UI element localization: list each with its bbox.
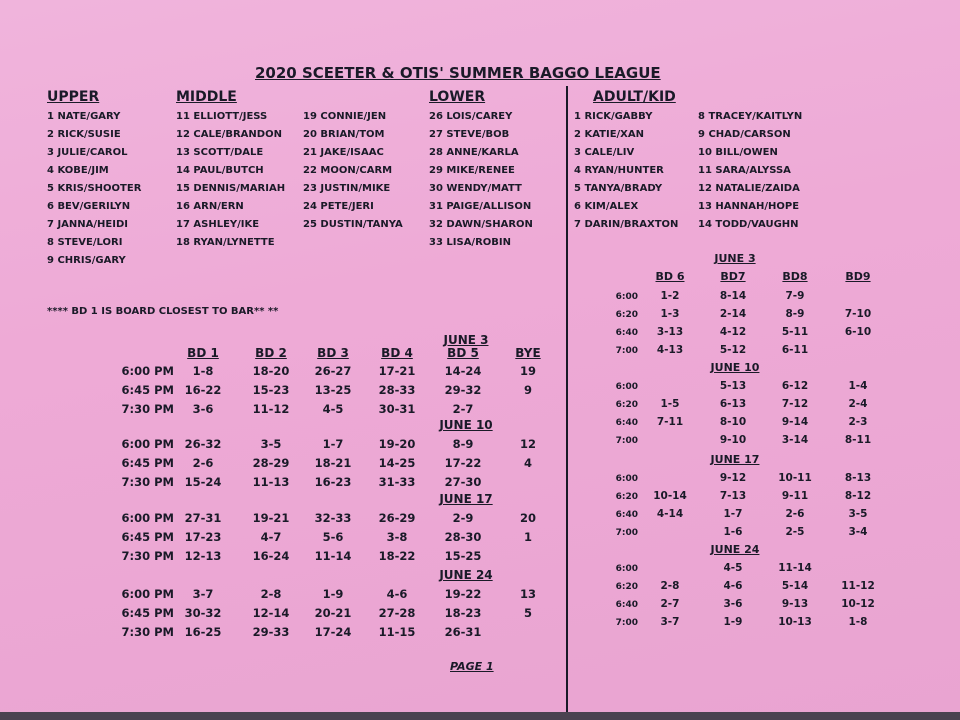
kid-match-cell: 1-8	[848, 616, 868, 628]
match-cell: 17-21	[378, 364, 416, 378]
team-entry: 30 WENDY/MATT	[429, 183, 522, 194]
board-header: BYE	[515, 346, 541, 360]
match-cell: 19-20	[378, 437, 416, 451]
team-entry: 14 TODD/VAUGHN	[698, 219, 799, 230]
table-edge	[0, 712, 960, 720]
match-cell: 1-7	[322, 437, 344, 451]
kid-match-cell: 8-11	[844, 434, 872, 446]
match-cell: 15-24	[184, 475, 222, 489]
team-entry: 14 PAUL/BUTCH	[176, 165, 264, 176]
match-cell: 9	[523, 383, 532, 397]
kid-match-cell: 11-14	[778, 562, 812, 574]
kid-time-slot: 7:00	[615, 436, 638, 446]
match-cell: 19-21	[252, 511, 290, 525]
kid-week-date: JUNE 10	[710, 361, 760, 374]
kid-match-cell: 1-3	[660, 308, 680, 320]
match-cell: 16-22	[184, 383, 222, 397]
kid-time-slot: 7:00	[615, 618, 638, 628]
team-entry: 19 CONNIE/JEN	[303, 111, 387, 122]
kid-match-cell: 7-12	[781, 398, 809, 410]
time-slot: 7:30 PM	[121, 475, 174, 489]
match-cell: 12-13	[184, 549, 222, 563]
match-cell: 20	[519, 511, 536, 525]
kid-match-cell: 1-2	[660, 290, 680, 302]
match-cell: 4	[523, 456, 532, 470]
team-entry: 16 ARN/ERN	[176, 201, 244, 212]
board-header: BD 1	[187, 346, 219, 360]
match-cell: 29-33	[252, 625, 290, 639]
match-cell: 18-21	[314, 456, 352, 470]
time-slot: 6:00 PM	[121, 437, 174, 451]
team-entry: 6 KIM/ALEX	[574, 201, 639, 212]
kid-match-cell: 4-14	[656, 508, 684, 520]
kid-time-slot: 6:20	[615, 582, 638, 592]
match-cell: 29-32	[444, 383, 482, 397]
match-cell: 2-7	[452, 402, 474, 416]
team-entry: 27 STEVE/BOB	[429, 129, 510, 140]
team-entry: 11 SARA/ALYSSA	[698, 165, 791, 176]
kid-match-cell: 1-4	[848, 380, 868, 392]
time-slot: 6:00 PM	[121, 364, 174, 378]
kid-time-slot: 6:20	[615, 310, 638, 320]
match-cell: 13	[519, 587, 536, 601]
team-entry: 5 TANYA/BRADY	[574, 183, 663, 194]
kid-match-cell: 5-11	[781, 326, 809, 338]
match-cell: 11-13	[252, 475, 290, 489]
match-cell: 28-30	[444, 530, 482, 544]
kid-time-slot: 6:00	[615, 292, 638, 302]
kid-match-cell: 10-13	[778, 616, 812, 628]
kid-match-cell: 3-5	[848, 508, 868, 520]
team-entry: 5 KRIS/SHOOTER	[47, 183, 142, 194]
team-entry: 15 DENNIS/MARIAH	[176, 183, 286, 194]
kid-match-cell: 10-14	[653, 490, 687, 502]
team-entry: 1 RICK/GABBY	[574, 111, 653, 122]
division-header-middle: MIDDLE	[176, 89, 237, 105]
match-cell: 3-8	[386, 530, 408, 544]
match-cell: 4-7	[260, 530, 282, 544]
team-entry: 8 STEVE/LORI	[47, 237, 123, 248]
team-entry: 12 NATALIE/ZAIDA	[698, 183, 800, 194]
team-entry: 25 DUSTIN/TANYA	[303, 219, 403, 230]
team-entry: 20 BRIAN/TOM	[303, 129, 385, 140]
match-cell: 17-23	[184, 530, 222, 544]
match-cell: 26-29	[378, 511, 416, 525]
week-date: JUNE 24	[439, 568, 493, 582]
match-cell: 16-25	[184, 625, 222, 639]
page-number: PAGE 1	[450, 660, 494, 673]
team-entry: 28 ANNE/KARLA	[429, 147, 519, 158]
match-cell: 3-7	[192, 587, 214, 601]
board-header: BD 2	[255, 346, 287, 360]
kid-match-cell: 2-6	[785, 508, 805, 520]
team-entry: 1 NATE/GARY	[47, 111, 121, 122]
team-entry: 4 RYAN/HUNTER	[574, 165, 664, 176]
match-cell: 14-24	[444, 364, 482, 378]
week-date: JUNE 3	[443, 333, 489, 347]
match-cell: 30-31	[378, 402, 416, 416]
team-entry: 23 JUSTIN/MIKE	[303, 183, 391, 194]
kid-match-cell: 4-12	[719, 326, 747, 338]
match-cell: 11-12	[252, 402, 290, 416]
time-slot: 7:30 PM	[121, 625, 174, 639]
kid-match-cell: 2-8	[660, 580, 680, 592]
match-cell: 5-6	[322, 530, 344, 544]
match-cell: 18-22	[378, 549, 416, 563]
match-cell: 27-31	[184, 511, 222, 525]
match-cell: 3-6	[192, 402, 214, 416]
match-cell: 12-14	[252, 606, 290, 620]
match-cell: 1	[523, 530, 532, 544]
board-header: BD 3	[317, 346, 349, 360]
match-cell: 27-28	[378, 606, 416, 620]
week-date: JUNE 17	[439, 492, 493, 506]
time-slot: 7:30 PM	[121, 402, 174, 416]
match-cell: 15-23	[252, 383, 290, 397]
match-cell: 26-27	[314, 364, 352, 378]
kid-match-cell: 5-14	[781, 580, 809, 592]
kid-match-cell: 2-4	[848, 398, 868, 410]
kid-match-cell: 7-11	[656, 416, 684, 428]
team-entry: 7 DARIN/BRAXTON	[574, 219, 679, 230]
time-slot: 6:45 PM	[121, 606, 174, 620]
kid-match-cell: 4-5	[723, 562, 743, 574]
match-cell: 2-9	[452, 511, 474, 525]
kid-time-slot: 6:20	[615, 400, 638, 410]
match-cell: 1-8	[192, 364, 214, 378]
time-slot: 6:00 PM	[121, 511, 174, 525]
kid-match-cell: 10-11	[778, 472, 812, 484]
kid-match-cell: 8-10	[719, 416, 747, 428]
match-cell: 17-24	[314, 625, 352, 639]
match-cell: 8-9	[452, 437, 474, 451]
team-entry: 3 JULIE/CAROL	[47, 147, 128, 158]
match-cell: 2-6	[192, 456, 214, 470]
kid-match-cell: 2-5	[785, 526, 805, 538]
team-entry: 9 CHAD/CARSON	[698, 129, 791, 140]
team-entry: 3 CALE/LIV	[574, 147, 635, 158]
kid-match-cell: 3-7	[660, 616, 680, 628]
team-entry: 18 RYAN/LYNETTE	[176, 237, 275, 248]
time-slot: 6:45 PM	[121, 530, 174, 544]
kid-match-cell: 7-13	[719, 490, 747, 502]
match-cell: 31-33	[378, 475, 416, 489]
kid-time-slot: 6:40	[615, 418, 638, 428]
match-cell: 19-22	[444, 587, 482, 601]
team-entry: 6 BEV/GERILYN	[47, 201, 131, 212]
kid-time-slot: 7:00	[615, 346, 638, 356]
kid-time-slot: 6:00	[615, 382, 638, 392]
kid-match-cell: 2-14	[719, 308, 747, 320]
match-cell: 11-15	[378, 625, 416, 639]
kid-match-cell: 6-10	[844, 326, 872, 338]
kid-time-slot: 6:20	[615, 492, 638, 502]
kid-match-cell: 9-11	[781, 490, 809, 502]
match-cell: 17-22	[444, 456, 482, 470]
kid-time-slot: 6:00	[615, 564, 638, 574]
team-entry: 4 KOBE/JIM	[47, 165, 109, 176]
team-entry: 2 RICK/SUSIE	[47, 129, 121, 140]
kid-match-cell: 5-12	[719, 344, 747, 356]
kid-match-cell: 11-12	[841, 580, 875, 592]
match-cell: 11-14	[314, 549, 352, 563]
kid-match-cell: 3-4	[848, 526, 868, 538]
kid-match-cell: 1-6	[723, 526, 743, 538]
time-slot: 6:45 PM	[121, 383, 174, 397]
kid-time-slot: 6:00	[615, 474, 638, 484]
match-cell: 5	[523, 606, 532, 620]
kid-match-cell: 2-7	[660, 598, 680, 610]
match-cell: 2-8	[260, 587, 282, 601]
team-entry: 33 LISA/ROBIN	[429, 237, 511, 248]
match-cell: 16-23	[314, 475, 352, 489]
kid-time-slot: 6:40	[615, 328, 638, 338]
team-entry: 10 BILL/OWEN	[698, 147, 778, 158]
match-cell: 28-33	[378, 383, 416, 397]
kid-board-header: BD 6	[655, 270, 685, 283]
team-entry: 32 DAWN/SHARON	[429, 219, 533, 230]
kid-board-header: BD7	[720, 270, 746, 283]
kid-match-cell: 1-5	[660, 398, 680, 410]
match-cell: 18-23	[444, 606, 482, 620]
time-slot: 6:00 PM	[121, 587, 174, 601]
team-entry: 13 SCOTT/DALE	[176, 147, 264, 158]
kid-match-cell: 6-12	[781, 380, 809, 392]
division-header-upper: UPPER	[47, 89, 100, 105]
team-entry: 24 PETE/JERI	[303, 201, 374, 212]
team-entry: 31 PAIGE/ALLISON	[429, 201, 532, 212]
match-cell: 13-25	[314, 383, 352, 397]
kid-week-date: JUNE 24	[710, 543, 760, 556]
kid-match-cell: 3-13	[656, 326, 684, 338]
match-cell: 28-29	[252, 456, 290, 470]
kid-match-cell: 3-14	[781, 434, 809, 446]
match-cell: 26-31	[444, 625, 482, 639]
kid-week-date: JUNE 17	[710, 453, 760, 466]
division-header-lower: LOWER	[429, 89, 486, 105]
page-title: 2020 SCEETER & OTIS' SUMMER BAGGO LEAGUE	[255, 64, 661, 82]
kid-match-cell: 6-13	[719, 398, 747, 410]
kid-match-cell: 4-13	[656, 344, 684, 356]
kid-match-cell: 8-13	[844, 472, 872, 484]
match-cell: 30-32	[184, 606, 222, 620]
team-entry: 13 HANNAH/HOPE	[698, 201, 800, 212]
kid-match-cell: 2-3	[848, 416, 868, 428]
kid-time-slot: 6:40	[615, 510, 638, 520]
match-cell: 15-25	[444, 549, 482, 563]
team-entry: 9 CHRIS/GARY	[47, 255, 126, 266]
team-entry: 8 TRACEY/KAITLYN	[698, 111, 803, 122]
match-cell: 4-5	[322, 402, 344, 416]
kid-match-cell: 6-11	[781, 344, 809, 356]
team-entry: 12 CALE/BRANDON	[176, 129, 282, 140]
match-cell: 27-30	[444, 475, 482, 489]
kid-week-date: JUNE 3	[714, 252, 756, 265]
kid-match-cell: 1-7	[723, 508, 743, 520]
kid-board-header: BD8	[782, 270, 808, 283]
kid-match-cell: 9-12	[719, 472, 747, 484]
match-cell: 1-9	[322, 587, 344, 601]
team-entry: 26 LOIS/CAREY	[429, 111, 513, 122]
team-entry: 2 KATIE/XAN	[574, 129, 644, 140]
match-cell: 20-21	[314, 606, 352, 620]
match-cell: 12	[519, 437, 536, 451]
board-header: BD 5	[447, 346, 479, 360]
week-date: JUNE 10	[439, 418, 493, 432]
team-entry: 22 MOON/CARM	[303, 165, 393, 176]
kid-match-cell: 4-6	[723, 580, 743, 592]
match-cell: 19	[519, 364, 536, 378]
match-cell: 32-33	[314, 511, 352, 525]
kid-board-header: BD9	[845, 270, 871, 283]
board-header: BD 4	[381, 346, 413, 360]
match-cell: 26-32	[184, 437, 222, 451]
kid-match-cell: 8-12	[844, 490, 872, 502]
match-cell: 4-6	[386, 587, 408, 601]
match-cell: 16-24	[252, 549, 290, 563]
kid-match-cell: 3-6	[723, 598, 743, 610]
kid-match-cell: 8-9	[785, 308, 805, 320]
team-entry: 17 ASHLEY/IKE	[176, 219, 260, 230]
kid-match-cell: 9-13	[781, 598, 809, 610]
kid-match-cell: 7-10	[844, 308, 872, 320]
kid-match-cell: 8-14	[719, 290, 747, 302]
time-slot: 6:45 PM	[121, 456, 174, 470]
time-slot: 7:30 PM	[121, 549, 174, 563]
match-cell: 3-5	[260, 437, 282, 451]
kid-match-cell: 5-13	[719, 380, 747, 392]
team-entry: 29 MIKE/RENEE	[429, 165, 515, 176]
kid-match-cell: 1-9	[723, 616, 743, 628]
kid-match-cell: 10-12	[841, 598, 875, 610]
match-cell: 18-20	[252, 364, 290, 378]
kid-match-cell: 7-9	[785, 290, 805, 302]
team-entry: 11 ELLIOTT/JESS	[176, 111, 268, 122]
board-note: **** BD 1 IS BOARD CLOSEST TO BAR** **	[47, 306, 279, 317]
team-entry: 21 JAKE/ISAAC	[303, 147, 384, 158]
column-divider-line	[566, 86, 568, 720]
division-header-adult-kid: ADULT/KID	[593, 89, 676, 105]
kid-match-cell: 9-14	[781, 416, 809, 428]
kid-time-slot: 6:40	[615, 600, 638, 610]
team-entry: 7 JANNA/HEIDI	[47, 219, 128, 230]
match-cell: 14-25	[378, 456, 416, 470]
kid-time-slot: 7:00	[615, 528, 638, 538]
kid-match-cell: 9-10	[719, 434, 747, 446]
